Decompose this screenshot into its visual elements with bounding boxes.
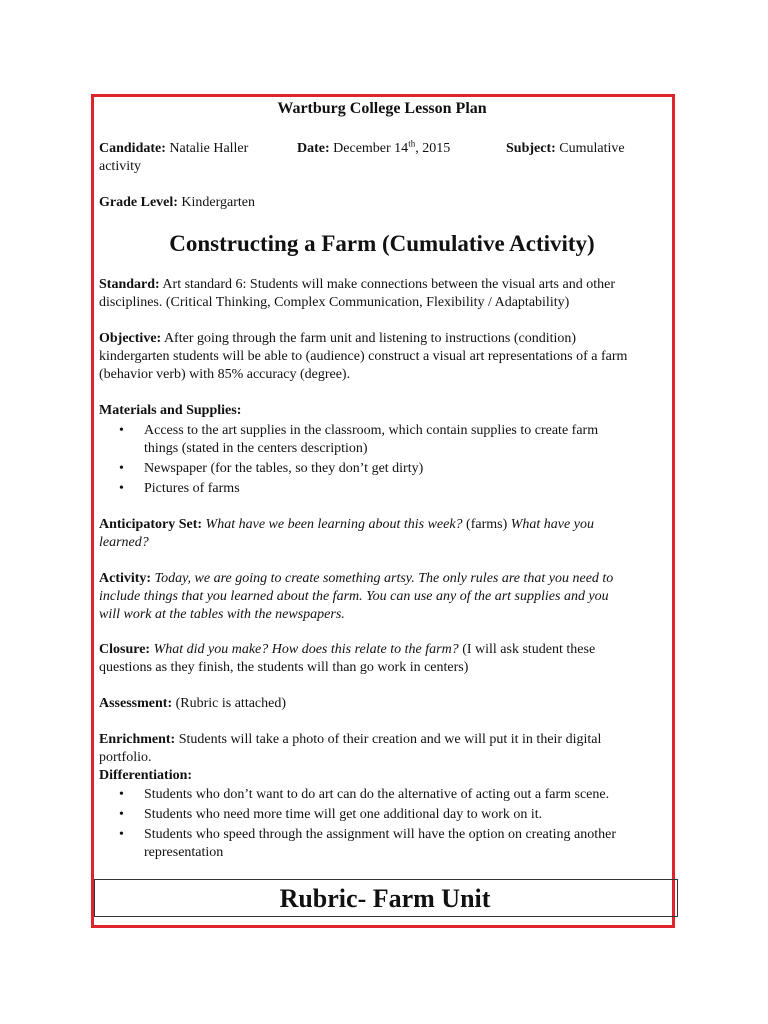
lesson-title: Constructing a Farm (Cumulative Activity) (169, 231, 595, 256)
objective-section: Objective: After going through the farm unit and listening to instructions (condition) kindergarten students will be able to (audience) construct a visual art representations of a farm (behavior verb) with 85% accuracy (degree). (99, 331, 628, 382)
grade-value: Kindergarten (181, 195, 256, 210)
enrichment-label: Enrichment: (99, 732, 176, 747)
subject-value: Cumulative (559, 141, 625, 156)
date-value: December 14th, 2015 (333, 138, 451, 156)
grade-level (99, 194, 659, 212)
candidate-label: Candidate: (99, 141, 166, 156)
date-label: Date: (297, 141, 330, 156)
assessment-label: Assessment: (99, 696, 173, 711)
assessment-section: Assessment: (Rubric is attached) (99, 696, 287, 711)
list-item: • Students who speed through the assignment will have the option on creating another representation (99, 826, 659, 862)
materials-label: Materials and Supplies: (99, 403, 242, 418)
subject-field (506, 140, 625, 158)
date-field (297, 140, 450, 158)
standard-section: Standard: Art standard 6: Students will make connections between the visual arts and other disciplines. (Critical Thinking, Complex Communication, Flexibility / Adaptability) (99, 277, 615, 310)
anticipatory-label: Anticipatory Set: (99, 517, 203, 532)
closure-label: Closure: (99, 642, 151, 657)
activity-section: Activity: Today, we are going to create something artsy. The only rules are that you need to include things that you learned about the farm. You can use any of the art supplies and you will work at the tables with the newspapers. (99, 571, 614, 622)
differentiation-label: Differentiation: (99, 768, 193, 783)
rubric-header-box (94, 879, 678, 917)
closure-section: Closure: What did you make? How does this relate to the farm? (I will ask student these questions as they finish, the students will than go work in centers) (99, 642, 596, 675)
objective-label: Objective: (99, 331, 162, 346)
candidate-field (99, 140, 248, 158)
candidate-value: Natalie Haller (169, 141, 249, 156)
list-item: • Access to the art supplies in the classroom, which contain supplies to create farm things (stated in the centers description) (99, 422, 659, 458)
subject-value-continued: activity (99, 159, 141, 174)
list-item: • Students who need more time will get one additional day to work on it. (99, 806, 659, 824)
anticipatory-section: Anticipatory Set: What have we been learning about this week? (farms) What have you learned? (99, 517, 594, 550)
document-title: Wartburg College Lesson Plan (277, 100, 487, 117)
subject-label: Subject: (506, 141, 556, 156)
list-item: • Newspaper (for the tables, so they don’t get dirty) (99, 460, 659, 478)
enrichment-section: Enrichment: Students will take a photo of their creation and we will put it in their digital portfolio. (99, 732, 602, 765)
grade-label: Grade Level: (99, 195, 178, 210)
materials-section (99, 402, 659, 498)
activity-label: Activity: (99, 571, 152, 586)
differentiation-section (99, 767, 659, 862)
list-item: • Pictures of farms (99, 480, 659, 498)
rubric-title: Rubric- Farm Unit (279, 884, 491, 913)
list-item: • Students who don’t want to do art can do the alternative of acting out a farm scene. (99, 786, 659, 804)
standard-label: Standard: (99, 277, 160, 292)
